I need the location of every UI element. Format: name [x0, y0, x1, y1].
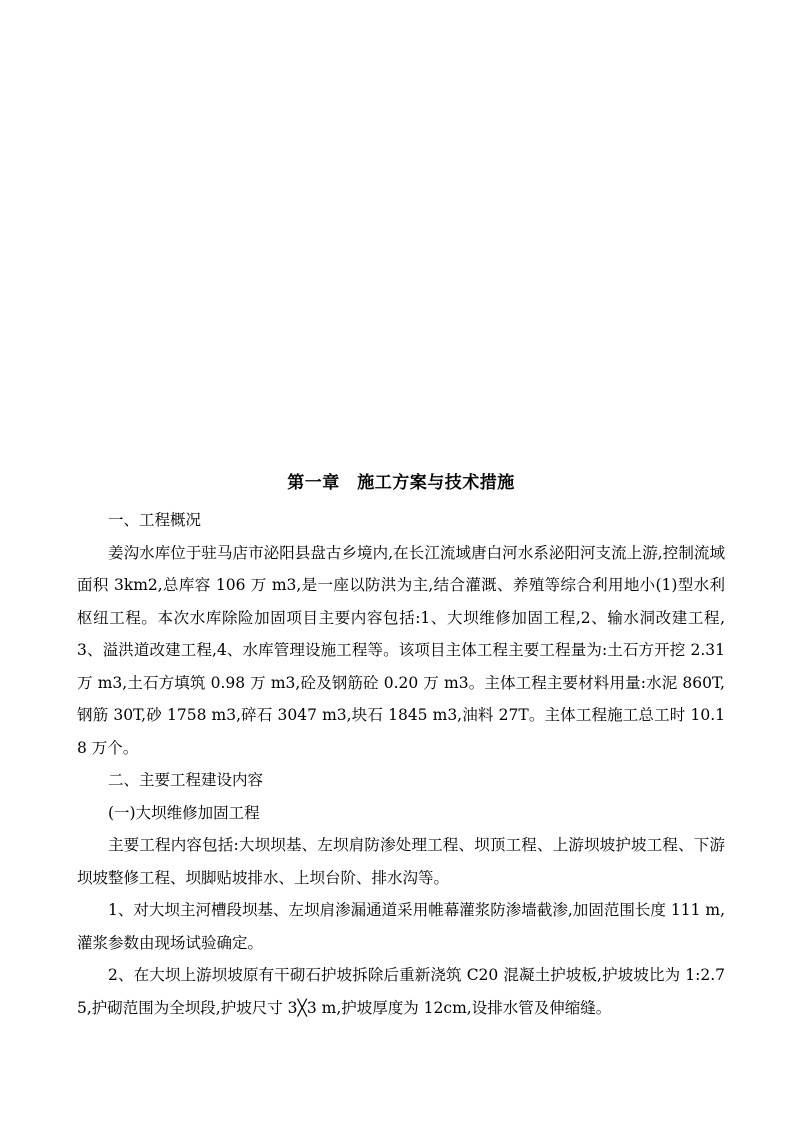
chapter-title: 第一章 施工方案与技术措施: [287, 473, 515, 493]
dam-item-1-paragraph: 1、对大坝主河槽段坝基、左坝肩渗漏通道采用帷幕灌浆防渗墙截渗,加固范围长度 111 m,灌浆参数由现场试验确定。: [77, 901, 725, 952]
dam-item-2-paragraph: 2、在大坝上游坝坡原有干砌石护坡拆除后重新浇筑 C20 混凝土护坡板,护坡坡比为 1:2.75,护砌范围为全坝段,护坡尺寸 3╳3 m,护坡厚度为 12cm,设排水管及伸缩缝。: [77, 966, 725, 1017]
overview-paragraph: 姜沟水库位于驻马店市泌阳县盘古乡境内,在长江流域唐白河水系泌阳河支流上游,控制流域面积 3km2,总库容 106 万 m3,是一座以防洪为主,结合灌溉、养殖等综合利用地小(1)型水利枢纽工程。本次水库除险加固项目主要内容包括:1、大坝维修加固工程,2、输水洞改建工程,3、溢洪道改建工程,4、水库管理设施工程等。该项目主体工程主要工程量为:土石方开挖 2.31 万 m3,土石方填筑 0.98 万 m3,砼及钢筋砼 0.20 万 m3。主体工程主要材料用量:水泥 860T,钢筋 30T,砂 1758 m3,碎石 3047 m3,块石 1845 m3,油料 27T。主体工程施工总工时 10.18 万个。: [77, 543, 725, 757]
dam-intro-paragraph: 主要工程内容包括:大坝坝基、左坝肩防渗处理工程、坝顶工程、上游坝坡护坡工程、下游坝坡整修工程、坝脚贴坡排水、上坝台阶、排水沟等。: [77, 836, 725, 887]
document-content: [77, 466, 725, 1024]
section-heading-overview: 一、工程概况: [108, 511, 202, 529]
subsection-heading-dam: (一)大坝维修加固工程: [108, 803, 260, 822]
section-heading-main-works: 二、主要工程建设内容: [108, 771, 264, 789]
